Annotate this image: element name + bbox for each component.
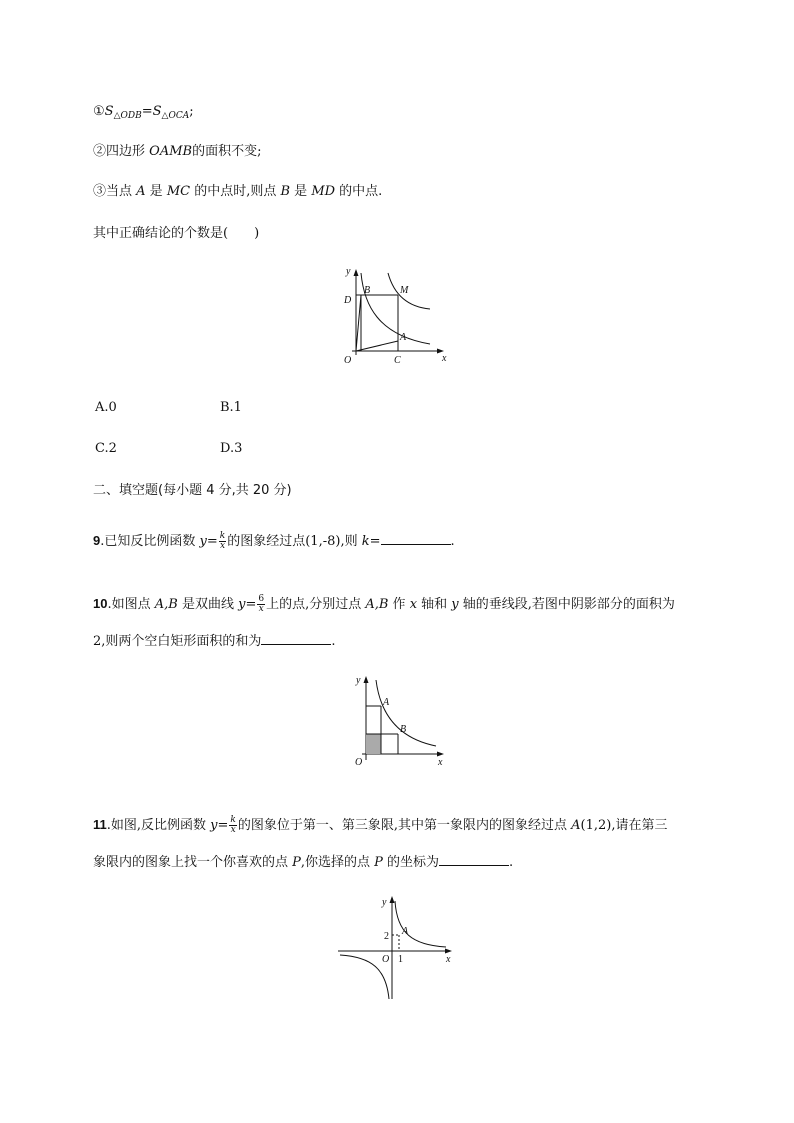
y-axis-arrow-icon (364, 676, 369, 683)
conclusion-2 (93, 143, 261, 161)
answer-blank-9 (381, 532, 451, 545)
conclusion-1 (93, 103, 194, 125)
fraction-6-over-x: $\frac{6}{x}$ (258, 594, 265, 614)
text: .如图点 (107, 597, 155, 612)
equals-sign: = (206, 534, 218, 549)
conclusion-2-text: 四边形 (106, 144, 150, 159)
label-o: O (382, 954, 390, 965)
triangle-odb: △ODB (113, 111, 142, 121)
text: 的图象经过点(1,-8),则 (227, 534, 362, 549)
fraction-k-over-x: $\frac{k}{x}$ (230, 815, 236, 835)
var-y: y (210, 818, 218, 833)
segment-md: MD (311, 184, 336, 199)
label-b: B (400, 724, 407, 735)
label-y: y (356, 675, 361, 686)
label-x: x (438, 757, 443, 768)
label-o: O (344, 355, 352, 366)
points-ab: A,B (154, 597, 178, 612)
text: 的坐标为 (382, 855, 440, 870)
label-m: M (400, 285, 409, 296)
conclusion-1-number: ① (93, 104, 105, 119)
point-a-coords: (1,2) (580, 818, 612, 833)
text: 上的点,分别过点 (266, 597, 366, 612)
semicolon: ; (189, 104, 194, 119)
answer-blank-11 (439, 853, 509, 866)
hyperbola-curve (376, 680, 436, 746)
point-p: P (292, 855, 301, 870)
text: 的中点时,则点 (190, 184, 281, 199)
lower-hyperbola (361, 273, 430, 344)
section-title: 二、填空题(每小题 4 分,共 20 分) (93, 483, 292, 498)
y-axis-arrow-icon (354, 269, 359, 276)
figure-hyperbola-two-quadrants (334, 893, 458, 1003)
var-x: x (409, 597, 418, 612)
label-b: B (364, 285, 371, 296)
equals-sign: = (369, 534, 381, 549)
option-a: A.0 (95, 400, 117, 415)
text: 象限内的图象上找一个你喜欢的点 (93, 855, 293, 870)
question-10-line-1 (93, 595, 675, 614)
upper-hyperbola (388, 273, 430, 309)
var-k: k (361, 534, 370, 549)
question-9: 9.已知反比例函数 y= $\frac{k}{x}$ 的图象经过点(1,-8),则 k= . (93, 531, 455, 551)
text: ,你选择的点 (300, 855, 375, 870)
text: 的图象位于第一、第三象限,其中第一象限内的图象经过点 (237, 818, 572, 833)
triangle-oca: △OCA (161, 111, 190, 121)
figure-hyperbola-shaded (350, 672, 450, 770)
var-y: y (238, 597, 246, 612)
label-y: y (346, 266, 351, 277)
option-c: C.2 (95, 441, 117, 456)
figure-hyperbola-oamb (338, 265, 458, 370)
x-axis-arrow-icon (445, 949, 452, 954)
area-symbol-2: S (152, 104, 162, 119)
question-11-number: 11 (93, 817, 107, 832)
question-11-line-1 (93, 816, 668, 835)
point-a: A (136, 184, 146, 199)
text: 轴的垂线段,若图中阴影部分的面积为 (458, 597, 675, 612)
shaded-rectangle (366, 734, 381, 754)
y-axis-arrow-icon (390, 896, 395, 903)
var-y: y (451, 597, 459, 612)
question-text: 其中正确结论的个数是( ) (93, 226, 260, 241)
question-10-number: 10 (93, 596, 108, 611)
points-ab: A,B (365, 597, 389, 612)
label-d: D (344, 295, 352, 306)
text: .如图,反比例函数 (106, 818, 211, 833)
conclusion-2-number: ② (93, 144, 107, 159)
equals-sign: = (245, 597, 257, 612)
label-a: A (383, 697, 390, 708)
segment-ob (356, 295, 361, 351)
segment-mc: MC (166, 184, 191, 199)
label-a: A (400, 332, 407, 343)
text: .已知反比例函数 (100, 534, 200, 549)
first-quadrant-branch (395, 901, 446, 947)
fraction-k-over-x: $\frac{k}{x}$ (219, 531, 226, 551)
text: 2,则两个空白矩形面积的和为 (93, 634, 262, 649)
quadrilateral-name: OAMB (149, 144, 193, 159)
point-b: B (280, 184, 291, 199)
tick-2: 2 (384, 931, 389, 942)
label-x: x (446, 954, 451, 965)
text: 是双曲线 (177, 597, 239, 612)
label-y: y (382, 897, 387, 908)
conclusion-3-number: ③ (93, 184, 107, 199)
option-b: B.1 (220, 400, 242, 415)
var-y: y (199, 534, 207, 549)
equals-sign: = (217, 818, 229, 833)
text: 是 (145, 184, 167, 199)
label-o: O (355, 757, 363, 768)
area-symbol: S (104, 104, 114, 119)
text: 作 (388, 597, 410, 612)
text: 是 (290, 184, 312, 199)
label-c: C (394, 355, 401, 366)
question-11-line-2: 象限内的图象上找一个你喜欢的点 P,你选择的点 P 的坐标为 . (93, 855, 514, 870)
option-d: D.3 (220, 441, 243, 456)
conclusion-2-text-end: 的面积不变; (192, 144, 262, 159)
tick-1: 1 (398, 954, 403, 965)
text: 的中点. (335, 184, 383, 199)
conclusion-3 (93, 183, 382, 201)
question-9-number: 9 (93, 533, 101, 548)
text: ,请在第三 (611, 818, 668, 833)
answer-blank-10 (261, 632, 331, 645)
point-a: A (571, 818, 581, 833)
segment-oa (356, 341, 398, 351)
equals-sign: = (141, 104, 153, 119)
label-x: x (442, 353, 447, 364)
text: 轴和 (417, 597, 452, 612)
point-p: P (374, 855, 383, 870)
question-10-line-2: 2,则两个空白矩形面积的和为 . (93, 634, 336, 649)
x-axis-arrow-icon (437, 752, 444, 757)
text: 当点 (106, 184, 137, 199)
label-a: A (402, 926, 409, 937)
